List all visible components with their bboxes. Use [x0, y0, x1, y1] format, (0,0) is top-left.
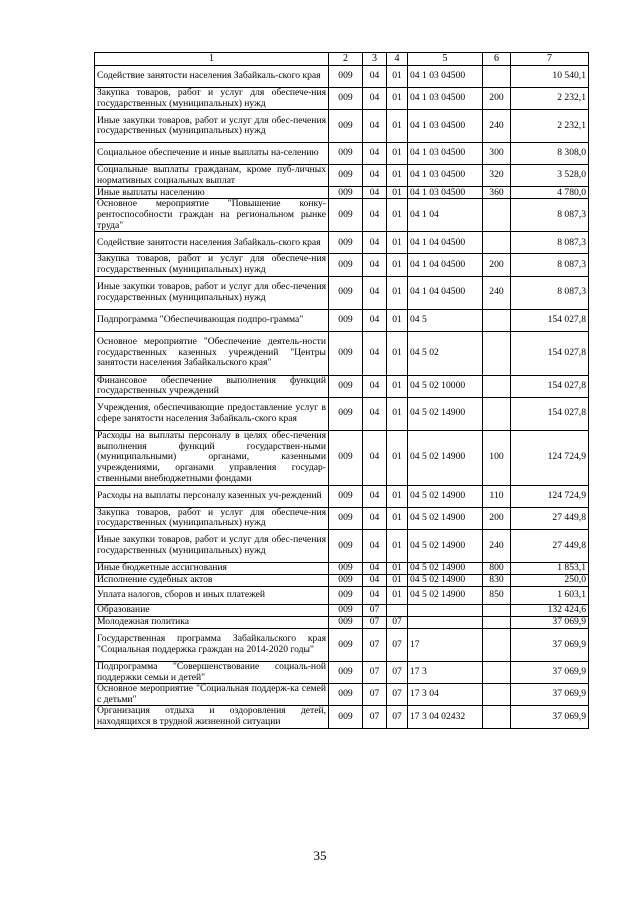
row-name-cell: Основное мероприятие "Социальная поддерж-ка семей с детьми"	[95, 684, 329, 706]
row-section-cell: 07	[363, 604, 387, 616]
row-expense-type-cell: 240	[483, 110, 511, 143]
row-name-cell: Организация отдыха и оздоровления детей, находящихся в трудной жизненной ситуации	[95, 706, 329, 728]
table-row	[95, 88, 589, 110]
row-ved-cell: 009	[329, 276, 363, 309]
row-name-cell: Иные выплаты населению	[95, 187, 329, 199]
row-expense-type-cell: 200	[483, 507, 511, 529]
table-row	[95, 628, 589, 661]
row-amount-cell: 37 069,9	[511, 706, 589, 728]
row-amount-cell: 37 069,9	[511, 684, 589, 706]
row-target-article-cell	[408, 616, 483, 628]
table-row	[95, 187, 589, 199]
row-expense-type-cell: 850	[483, 586, 511, 604]
row-target-article-cell: 04 5 02 14900	[408, 430, 483, 485]
row-amount-cell: 2 232,1	[511, 88, 589, 110]
row-expense-type-cell	[483, 661, 511, 683]
row-expense-type-cell	[483, 66, 511, 88]
row-amount-cell: 37 069,9	[511, 616, 589, 628]
row-section-cell: 07	[363, 706, 387, 728]
row-section-cell: 04	[363, 586, 387, 604]
table-row	[95, 661, 589, 683]
row-expense-type-cell	[483, 706, 511, 728]
row-expense-type-cell	[483, 232, 511, 254]
budget-table	[94, 52, 589, 729]
row-name-cell: Иные бюджетные ассигнования	[95, 562, 329, 574]
row-subsection-cell: 01	[387, 309, 408, 331]
row-name-cell: Образование	[95, 604, 329, 616]
row-section-cell: 04	[363, 397, 387, 430]
row-name-cell: Содействие занятости населения Забайкаль-ского края	[95, 232, 329, 254]
row-target-article-cell: 04 1 03 04500	[408, 165, 483, 187]
row-section-cell: 04	[363, 485, 387, 507]
row-amount-cell: 8 308,0	[511, 143, 589, 165]
row-amount-cell: 154 027,8	[511, 375, 589, 397]
table-row	[95, 616, 589, 628]
column-header: 5	[408, 53, 483, 66]
row-ved-cell: 009	[329, 199, 363, 232]
row-target-article-cell: 04 5 02 14900	[408, 397, 483, 430]
row-expense-type-cell: 320	[483, 165, 511, 187]
row-section-cell: 04	[363, 187, 387, 199]
row-ved-cell: 009	[329, 397, 363, 430]
table-row	[95, 706, 589, 728]
row-subsection-cell: 07	[387, 706, 408, 728]
table-row	[95, 562, 589, 574]
row-target-article-cell: 04 1 03 04500	[408, 88, 483, 110]
row-subsection-cell: 01	[387, 66, 408, 88]
row-expense-type-cell: 200	[483, 254, 511, 276]
row-ved-cell: 009	[329, 604, 363, 616]
row-amount-cell: 250,0	[511, 574, 589, 586]
row-expense-type-cell: 200	[483, 88, 511, 110]
row-ved-cell: 009	[329, 165, 363, 187]
row-section-cell: 04	[363, 331, 387, 375]
row-section-cell: 04	[363, 309, 387, 331]
row-ved-cell: 009	[329, 187, 363, 199]
table-row	[95, 110, 589, 143]
table-row	[95, 66, 589, 88]
row-subsection-cell: 01	[387, 529, 408, 562]
row-section-cell: 07	[363, 628, 387, 661]
row-amount-cell: 37 069,9	[511, 628, 589, 661]
row-ved-cell: 009	[329, 110, 363, 143]
row-name-cell: Основное мероприятие "Повышение конку-рентоспособности граждан на региональном рынке труда"	[95, 199, 329, 232]
row-ved-cell: 009	[329, 586, 363, 604]
row-subsection-cell: 01	[387, 574, 408, 586]
page-number: 35	[313, 848, 327, 863]
row-ved-cell: 009	[329, 309, 363, 331]
row-name-cell: Социальные выплаты гражданам, кроме пуб-личных нормативных социальных выплат	[95, 165, 329, 187]
row-name-cell: Расходы на выплаты персоналу в целях обес-печения выполнения функций государствен-ными (муниципальными) органами, казенными учреждениями, органами управления государ-ственными внебюджетными фондами	[95, 430, 329, 485]
row-name-cell: Содействие занятости населения Забайкаль-ского края	[95, 66, 329, 88]
row-section-cell: 07	[363, 616, 387, 628]
row-target-article-cell: 04 1 04 04500	[408, 276, 483, 309]
row-name-cell: Уплата налогов, сборов и иных платежей	[95, 586, 329, 604]
row-ved-cell: 009	[329, 706, 363, 728]
row-amount-cell: 8 087,3	[511, 276, 589, 309]
table-body	[95, 66, 589, 729]
budget-table-container	[94, 52, 588, 729]
row-section-cell: 04	[363, 276, 387, 309]
row-amount-cell: 1 603,1	[511, 586, 589, 604]
row-name-cell: Закупка товаров, работ и услуг для обеспече-ния государственных (муниципальных) нужд	[95, 254, 329, 276]
row-subsection-cell: 07	[387, 628, 408, 661]
row-amount-cell: 124 724,9	[511, 485, 589, 507]
row-amount-cell: 27 449,8	[511, 507, 589, 529]
row-ved-cell: 009	[329, 684, 363, 706]
row-section-cell: 04	[363, 165, 387, 187]
row-amount-cell: 3 528,0	[511, 165, 589, 187]
column-header: 3	[363, 53, 387, 66]
row-name-cell: Иные закупки товаров, работ и услуг для обес-печения государственных (муниципальных) нужд	[95, 276, 329, 309]
row-name-cell: Подпрограмма "Совершенствование социаль-ной поддержки семьи и детей"	[95, 661, 329, 683]
row-section-cell: 04	[363, 66, 387, 88]
row-section-cell: 07	[363, 661, 387, 683]
row-name-cell: Иные закупки товаров, работ и услуг для обес-печения государственных (муниципальных) нужд	[95, 110, 329, 143]
row-name-cell: Закупка товаров, работ и услуг для обеспече-ния государственных (муниципальных) нужд	[95, 88, 329, 110]
table-row	[95, 254, 589, 276]
table-row	[95, 604, 589, 616]
row-section-cell: 07	[363, 684, 387, 706]
column-header: 4	[387, 53, 408, 66]
row-ved-cell: 009	[329, 485, 363, 507]
row-subsection-cell: 01	[387, 165, 408, 187]
row-expense-type-cell: 830	[483, 574, 511, 586]
row-name-cell: Исполнение судебных актов	[95, 574, 329, 586]
table-row	[95, 586, 589, 604]
row-ved-cell: 009	[329, 529, 363, 562]
row-subsection-cell: 01	[387, 199, 408, 232]
row-subsection-cell: 07	[387, 684, 408, 706]
row-amount-cell: 37 069,9	[511, 661, 589, 683]
row-name-cell: Молодежная политика	[95, 616, 329, 628]
row-name-cell: Расходы на выплаты персоналу казенных уч-реждений	[95, 485, 329, 507]
row-expense-type-cell	[483, 616, 511, 628]
row-section-cell: 04	[363, 199, 387, 232]
row-subsection-cell	[387, 604, 408, 616]
row-target-article-cell: 04 5 02 14900	[408, 574, 483, 586]
column-header: 2	[329, 53, 363, 66]
row-section-cell: 04	[363, 375, 387, 397]
row-expense-type-cell: 240	[483, 276, 511, 309]
row-subsection-cell: 07	[387, 616, 408, 628]
row-target-article-cell: 17 3 04	[408, 684, 483, 706]
row-ved-cell: 009	[329, 331, 363, 375]
table-row	[95, 397, 589, 430]
row-section-cell: 04	[363, 430, 387, 485]
row-expense-type-cell	[483, 375, 511, 397]
row-name-cell: Подпрограмма "Обеспечивающая подпро-грамма"	[95, 309, 329, 331]
row-expense-type-cell: 800	[483, 562, 511, 574]
row-target-article-cell: 04 5 02 14900	[408, 562, 483, 574]
row-expense-type-cell: 110	[483, 485, 511, 507]
row-target-article-cell: 04 5	[408, 309, 483, 331]
row-subsection-cell: 01	[387, 375, 408, 397]
row-ved-cell: 009	[329, 616, 363, 628]
column-header: 1	[95, 53, 329, 66]
row-expense-type-cell	[483, 604, 511, 616]
row-target-article-cell: 04 1 03 04500	[408, 143, 483, 165]
row-amount-cell: 154 027,8	[511, 309, 589, 331]
row-name-cell: Социальное обеспечение и иные выплаты на-селению	[95, 143, 329, 165]
row-subsection-cell: 07	[387, 661, 408, 683]
row-name-cell: Учреждения, обеспечивающие предоставление услуг в сфере занятости населения Забайкаль-ского края	[95, 397, 329, 430]
row-amount-cell: 4 780,0	[511, 187, 589, 199]
row-subsection-cell: 01	[387, 254, 408, 276]
row-amount-cell: 10 540,1	[511, 66, 589, 88]
row-subsection-cell: 01	[387, 88, 408, 110]
row-expense-type-cell	[483, 331, 511, 375]
row-ved-cell: 009	[329, 143, 363, 165]
table-row	[95, 199, 589, 232]
row-subsection-cell: 01	[387, 276, 408, 309]
row-expense-type-cell	[483, 397, 511, 430]
row-target-article-cell: 17 3	[408, 661, 483, 683]
table-row	[95, 485, 589, 507]
row-target-article-cell: 04 5 02 14900	[408, 507, 483, 529]
row-name-cell: Государственная программа Забайкальского края "Социальная поддержка граждан на 2014-2020 годы"	[95, 628, 329, 661]
table-row	[95, 276, 589, 309]
table-row	[95, 232, 589, 254]
row-expense-type-cell	[483, 628, 511, 661]
row-target-article-cell: 04 5 02 14900	[408, 485, 483, 507]
column-header: 6	[483, 53, 511, 66]
table-header-row	[95, 53, 589, 66]
row-ved-cell: 009	[329, 375, 363, 397]
row-subsection-cell: 01	[387, 430, 408, 485]
row-name-cell: Иные закупки товаров, работ и услуг для обес-печения государственных (муниципальных) нужд	[95, 529, 329, 562]
table-row	[95, 574, 589, 586]
row-target-article-cell: 04 5 02	[408, 331, 483, 375]
row-expense-type-cell: 100	[483, 430, 511, 485]
row-section-cell: 04	[363, 143, 387, 165]
row-ved-cell: 009	[329, 430, 363, 485]
table-row	[95, 375, 589, 397]
row-amount-cell: 8 087,3	[511, 232, 589, 254]
row-subsection-cell: 01	[387, 397, 408, 430]
row-subsection-cell: 01	[387, 232, 408, 254]
row-target-article-cell: 04 1 03 04500	[408, 187, 483, 199]
table-row	[95, 507, 589, 529]
table-row	[95, 684, 589, 706]
row-section-cell: 04	[363, 529, 387, 562]
row-section-cell: 04	[363, 562, 387, 574]
table-row	[95, 143, 589, 165]
row-target-article-cell: 04 1 03 04500	[408, 110, 483, 143]
row-target-article-cell: 04 1 04 04500	[408, 232, 483, 254]
row-ved-cell: 009	[329, 507, 363, 529]
table-row	[95, 529, 589, 562]
row-subsection-cell: 01	[387, 143, 408, 165]
row-amount-cell: 124 724,9	[511, 430, 589, 485]
row-name-cell: Финансовое обеспечение выполнения функций государственных учреждений	[95, 375, 329, 397]
row-section-cell: 04	[363, 88, 387, 110]
row-amount-cell: 2 232,1	[511, 110, 589, 143]
row-target-article-cell: 04 5 02 14900	[408, 586, 483, 604]
row-section-cell: 04	[363, 110, 387, 143]
row-target-article-cell: 04 5 02 14900	[408, 529, 483, 562]
row-amount-cell: 1 853,1	[511, 562, 589, 574]
row-subsection-cell: 01	[387, 562, 408, 574]
row-amount-cell: 8 087,3	[511, 199, 589, 232]
row-ved-cell: 009	[329, 66, 363, 88]
row-ved-cell: 009	[329, 232, 363, 254]
row-subsection-cell: 01	[387, 110, 408, 143]
table-row	[95, 165, 589, 187]
row-target-article-cell: 04 5 02 10000	[408, 375, 483, 397]
row-target-article-cell	[408, 604, 483, 616]
row-amount-cell: 27 449,8	[511, 529, 589, 562]
row-target-article-cell: 04 1 03 04500	[408, 66, 483, 88]
row-target-article-cell: 04 1 04 04500	[408, 254, 483, 276]
table-row	[95, 430, 589, 485]
row-target-article-cell: 17 3 04 02432	[408, 706, 483, 728]
row-amount-cell: 8 087,3	[511, 254, 589, 276]
row-ved-cell: 009	[329, 562, 363, 574]
table-row	[95, 309, 589, 331]
row-subsection-cell: 01	[387, 187, 408, 199]
row-ved-cell: 009	[329, 661, 363, 683]
row-subsection-cell: 01	[387, 485, 408, 507]
row-expense-type-cell: 300	[483, 143, 511, 165]
row-name-cell: Закупка товаров, работ и услуг для обеспече-ния государственных (муниципальных) нужд	[95, 507, 329, 529]
row-expense-type-cell	[483, 684, 511, 706]
row-section-cell: 04	[363, 574, 387, 586]
row-ved-cell: 009	[329, 254, 363, 276]
row-expense-type-cell: 360	[483, 187, 511, 199]
table-row	[95, 331, 589, 375]
row-section-cell: 04	[363, 507, 387, 529]
row-target-article-cell: 17	[408, 628, 483, 661]
row-amount-cell: 154 027,8	[511, 397, 589, 430]
row-target-article-cell: 04 1 04	[408, 199, 483, 232]
row-amount-cell: 154 027,8	[511, 331, 589, 375]
row-ved-cell: 009	[329, 574, 363, 586]
row-subsection-cell: 01	[387, 507, 408, 529]
row-subsection-cell: 01	[387, 586, 408, 604]
row-amount-cell: 132 424,6	[511, 604, 589, 616]
row-expense-type-cell: 240	[483, 529, 511, 562]
column-header: 7	[511, 53, 589, 66]
row-expense-type-cell	[483, 199, 511, 232]
row-name-cell: Основное мероприятие "Обеспечение деятель-ности государственных казенных учреждений "Центры занятости населения Забайкальского края"	[95, 331, 329, 375]
row-ved-cell: 009	[329, 88, 363, 110]
row-ved-cell: 009	[329, 628, 363, 661]
row-section-cell: 04	[363, 232, 387, 254]
row-subsection-cell: 01	[387, 331, 408, 375]
row-section-cell: 04	[363, 254, 387, 276]
row-expense-type-cell	[483, 309, 511, 331]
